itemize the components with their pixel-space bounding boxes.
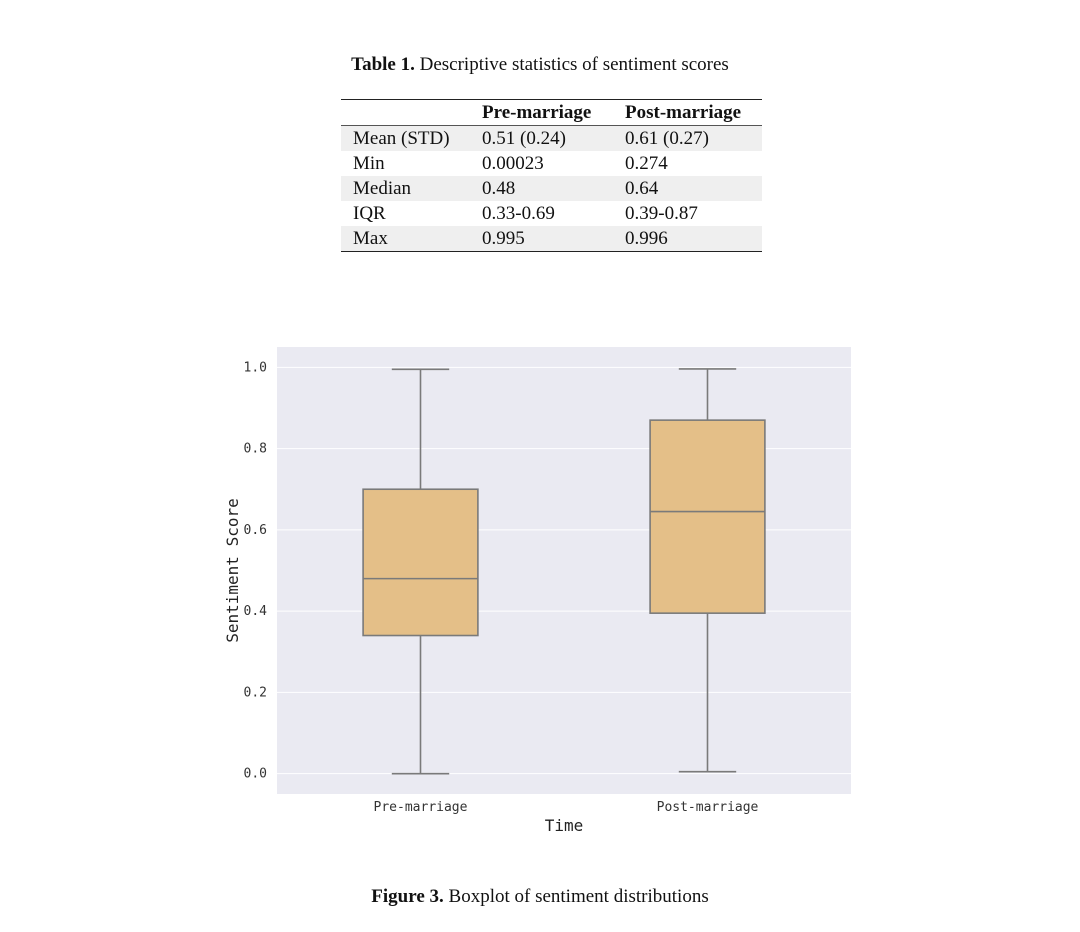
- y-tick-label: 0.6: [243, 522, 267, 538]
- box-pre-marriage: [363, 489, 478, 635]
- table-cell: 0.274: [625, 151, 762, 176]
- table-cell: Mean (STD): [341, 126, 482, 152]
- table-cell: Min: [341, 151, 482, 176]
- table-cell: 0.48: [482, 176, 625, 201]
- table-cell: 0.33-0.69: [482, 201, 625, 226]
- table-cell: Max: [341, 226, 482, 252]
- table-header-cell: Post-marriage: [625, 100, 762, 126]
- table-cell: 0.995: [482, 226, 625, 252]
- y-tick-label: 0.4: [243, 604, 267, 620]
- table-cell: 0.996: [625, 226, 762, 252]
- x-axis-label: Time: [544, 816, 584, 835]
- figure-caption-label: Figure 3.: [371, 886, 444, 907]
- table-caption-text: Descriptive statistics of sentiment scores: [419, 54, 729, 75]
- table-cell: Median: [341, 176, 482, 201]
- table-cell: 0.51 (0.24): [482, 126, 625, 152]
- box-post-marriage: [650, 420, 765, 613]
- y-axis-label: Sentiment Score: [223, 498, 242, 643]
- table-cell: 0.61 (0.27): [625, 126, 762, 152]
- y-tick-label: 0.8: [243, 441, 267, 457]
- x-tick-label: Post-marriage: [656, 800, 759, 815]
- y-tick-label: 0.2: [243, 685, 267, 701]
- figure-caption-text: Boxplot of sentiment distributions: [448, 886, 709, 907]
- table-cell: 0.39-0.87: [625, 201, 762, 226]
- y-tick-label: 1.0: [243, 360, 267, 376]
- y-tick-label: 0.0: [243, 766, 267, 782]
- table-caption-label: Table 1.: [351, 54, 415, 75]
- x-tick-label: Pre-marriage: [373, 800, 468, 815]
- table-cell: IQR: [341, 201, 482, 226]
- table-header-cell: Pre-marriage: [482, 100, 625, 126]
- table-cell: 0.00023: [482, 151, 625, 176]
- figure-caption: [0, 886, 1080, 908]
- table-cell: 0.64: [625, 176, 762, 201]
